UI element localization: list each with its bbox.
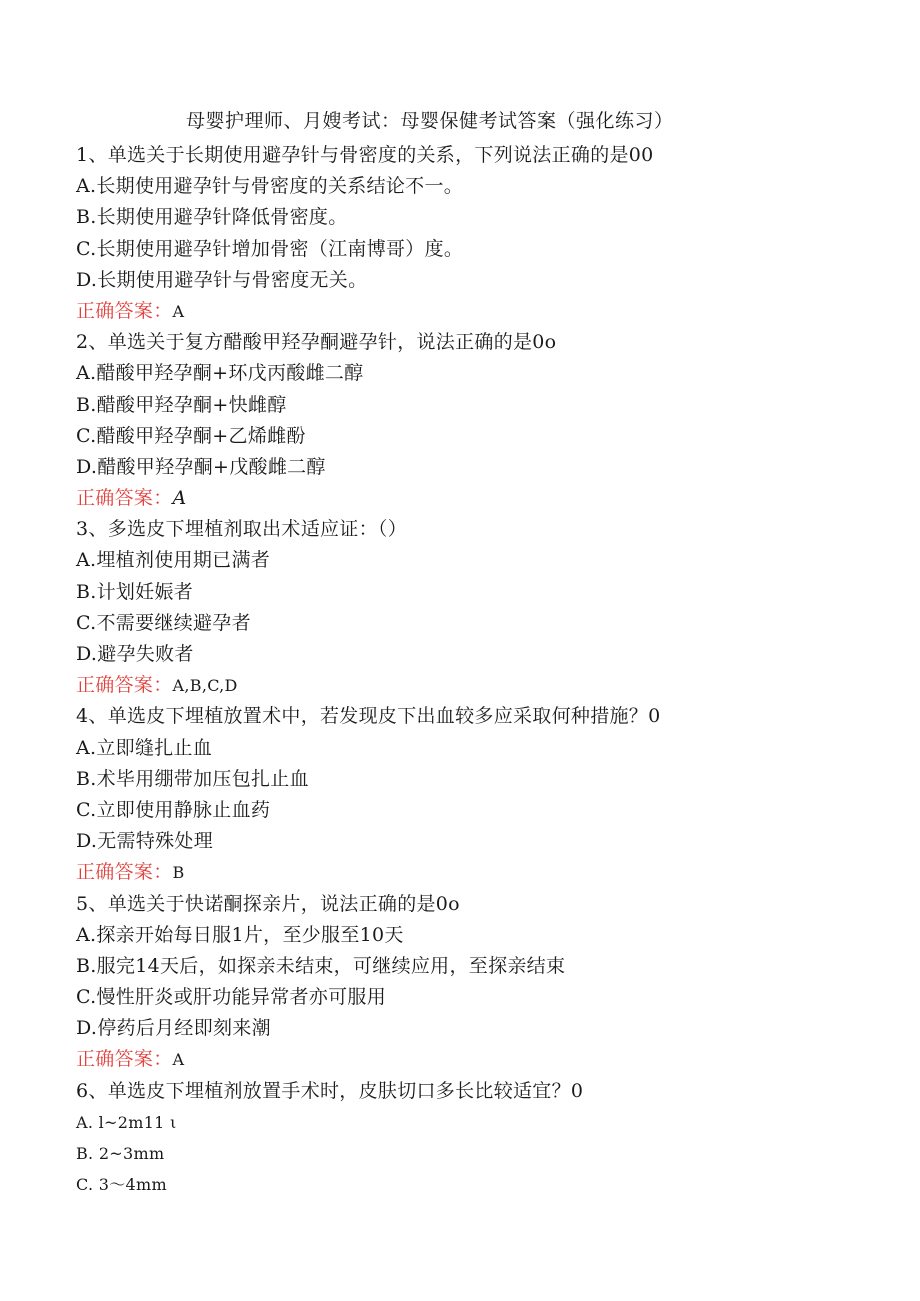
option-b: B.计划妊娠者: [76, 580, 194, 603]
option-a: A.立即缝扎止血: [76, 736, 213, 759]
question-stem: 2、单选关于复方醋酸甲羟孕酮避孕针，说法正确的是0o: [76, 331, 557, 354]
option-d: D.无需特殊处理: [76, 830, 213, 853]
option-c: C. 3～4mm: [76, 1175, 167, 1195]
answer-value: B: [172, 863, 185, 883]
option-a: A.埋植剂使用期已满者: [76, 549, 271, 572]
answer-label: 正确答案：: [76, 674, 173, 697]
option-b: B.术毕用绷带加压包扎止血: [76, 767, 309, 790]
answer-value: A: [172, 487, 187, 510]
answer-line: [76, 857, 876, 888]
option-c: C.醋酸甲羟孕酮+乙烯雌酚: [76, 424, 306, 447]
option-a: A.醋酸甲羟孕酮+环戊丙酸雌二醇: [76, 362, 364, 385]
option-d: D.长期使用避孕针与骨密度无关。: [76, 268, 368, 291]
answer-line: [76, 1044, 876, 1075]
option-d: D.避孕失败者: [76, 643, 194, 665]
question-stem: 3、多选皮下埋植剂取出术适应证：（）: [76, 518, 407, 541]
option-b: B.服完14天后，如探亲未结束，可继续应用，至探亲结束: [76, 954, 566, 977]
option-c: C.不需要继续避孕者: [76, 611, 251, 634]
answer-value: A,B,C,D: [172, 676, 238, 696]
option-a: A.探亲开始每日服1片，至少服至10天: [76, 923, 404, 946]
answer-value: A: [172, 301, 185, 321]
answer-value: A: [172, 1050, 185, 1070]
document-title: 母婴护理师、月嫂考试：母婴保健考试答案（强化练习）: [186, 110, 674, 132]
question-stem: 4、单选皮下埋植放置术中，若发现皮下出血较多应采取何种措施？0: [76, 705, 661, 728]
option-c: C.慢性肝炎或肝功能异常者亦可服用: [76, 986, 387, 1009]
option-d: D.停药后月经即刻来潮: [76, 1017, 271, 1040]
option-c: C.立即使用静脉止血药: [76, 798, 271, 821]
answer-line: [76, 670, 876, 701]
question-stem: 5、单选关于快诺酮探亲片，说法正确的是0o: [76, 892, 460, 915]
answer-line: [76, 296, 876, 327]
answer-label: 正确答案：: [76, 861, 173, 884]
answer-label: 正确答案：: [76, 299, 173, 322]
question-stem: 6、单选皮下埋植剂放置手术时，皮肤切口多长比较适宜？0: [76, 1079, 584, 1102]
question-list: [76, 140, 876, 1200]
option-b: B.长期使用避孕针降低骨密度。: [76, 206, 348, 229]
option-d: D.醋酸甲羟孕酮+戊酸雌二醇: [76, 455, 326, 478]
answer-label: 正确答案：: [76, 1048, 173, 1071]
answer-line: [76, 483, 876, 514]
option-a: A.长期使用避孕针与骨密度的关系结论不一。: [76, 175, 464, 198]
answer-label: 正确答案：: [76, 487, 173, 510]
option-c: C.长期使用避孕针增加骨密（江南博哥）度。: [76, 237, 464, 260]
question-stem: 1、单选关于长期使用避孕针与骨密度的关系，下列说法正确的是00: [76, 144, 654, 166]
option-b: B.醋酸甲羟孕酮+快雌醇: [76, 393, 287, 416]
option-b: B. 2~3mm: [76, 1144, 165, 1163]
option-a: A. l~2m11 ι: [76, 1112, 177, 1132]
